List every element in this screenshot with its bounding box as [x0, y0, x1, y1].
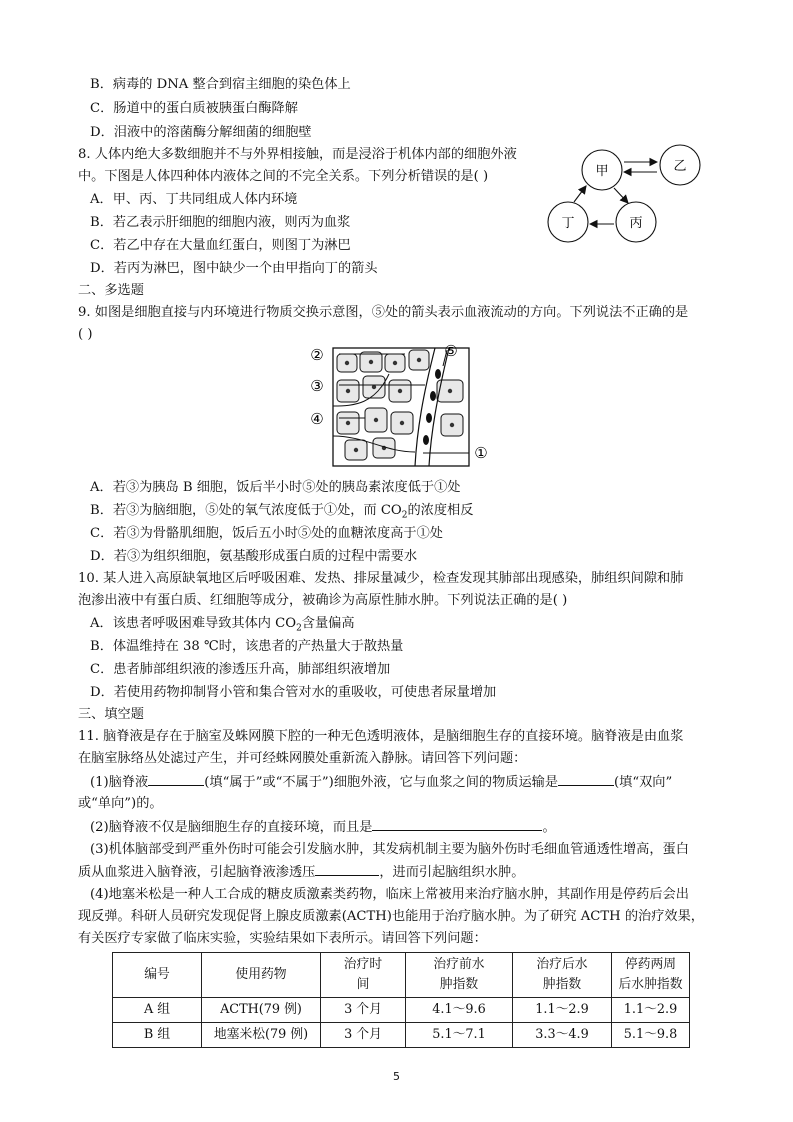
q8-fluid-relation-diagram: [540, 140, 715, 250]
q8-option-c: C．若乙中存在大量血红蛋白，则图丁为淋巴: [90, 238, 351, 253]
node-bing: 丙: [629, 216, 643, 231]
table-row: [113, 1023, 690, 1048]
q10-stem-line2: 泡渗出液中有蛋白质、红细胞等成分，被确诊为高原性肺水肿。下列说法正确的是( ): [78, 593, 568, 608]
answer-blank-3[interactable]: [372, 817, 542, 831]
q11-stem-line1: 11. 脑脊液是存在于脑室及蛛网膜下腔的一种无色透明液体，是脑细胞生存的直接环境。脑脊液是由血浆: [78, 729, 684, 744]
q11-part4-line3: 有关医疗专家做了临床实验，实验结果如下表所示。请回答下列问题：: [78, 931, 487, 946]
page-number: 5: [393, 1070, 400, 1083]
q11-part3-line1: (3)机体脑部受到严重外伤时可能会引发脑水肿，其发病机制主要为脑外伤时毛细血管通透性增高，蛋白: [90, 842, 689, 857]
q10-option-b: B．体温维持在 38 ℃时，该患者的产热量大于散热量: [90, 639, 404, 654]
node-ding: 丁: [561, 216, 575, 231]
q8-option-d: D．若丙为淋巴，图中缺少一个由甲指向丁的箭头: [90, 261, 378, 276]
th-before: 治疗前水 肿指数: [406, 953, 513, 998]
cell: 3 个月: [321, 998, 406, 1023]
q8-stem-line2: 中。下图是人体四种体内液体之间的不完全关系。下列分析错误的是( ): [78, 169, 489, 184]
label-2: ②: [310, 346, 324, 364]
q11-part1-line1: (1)脑脊液 (填“属于”或“不属于”)细胞外液，它与血浆之间的物质运输是 (填“双向”: [90, 772, 672, 793]
th-drug: 使用药物: [202, 953, 321, 998]
section-fill-in: 三、填空题: [78, 707, 144, 722]
q7-option-c: C．肠道中的蛋白质被胰蛋白酶降解: [90, 101, 298, 116]
q9-option-a: A．若③为胰岛 B 细胞，饭后半小时⑤处的胰岛素浓度低于①处: [90, 480, 461, 495]
cell: 4.1～9.6: [406, 998, 513, 1023]
q8-stem-line1: 8. 人体内绝大多数细胞并不与外界相接触，而是浸浴于机体内部的细胞外液: [78, 147, 517, 162]
cell: A 组: [113, 998, 202, 1023]
q7-option-d: D．泪液中的溶菌酶分解细菌的细胞壁: [90, 125, 312, 140]
section-multi-choice: 二、多选题: [78, 283, 144, 298]
cell: 1.1～2.9: [513, 998, 612, 1023]
label-5: ⑤: [444, 342, 458, 360]
cell: 5.1～9.8: [612, 1023, 690, 1048]
q10-option-a: A．该患者呼吸困难导致其体内 $CO_2$含量偏高: [90, 616, 355, 634]
answer-blank-4[interactable]: [315, 862, 379, 876]
q9-option-c: C．若③为骨骼肌细胞，饭后五小时⑤处的血糖浓度高于①处: [90, 526, 443, 541]
q8-option-a: A．甲、丙、丁共同组成人体内环境: [90, 192, 298, 207]
q11-part3-line2: 质从血浆进入脑脊液，引起脑脊液渗透压 ，进而引起脑组织水肿。: [78, 862, 524, 883]
q9-tissue-exchange-diagram: [305, 340, 495, 472]
label-4: ④: [310, 410, 324, 428]
q7-option-b: B．病毒的 DNA 整合到宿主细胞的染色体上: [90, 77, 351, 92]
answer-blank-1[interactable]: [148, 772, 204, 786]
q11-part1-line2: 或“单向”)的。: [78, 796, 163, 811]
q10-option-d: D．若使用药物抑制肾小管和集合管对水的重吸收，可使患者尿量增加: [90, 685, 497, 700]
q10-stem-line1: 10. 某人进入高原缺氧地区后呼吸困难、发热、排尿量减少，检查发现其肺部出现感染，肺组织间隙和肺: [78, 571, 684, 586]
q9-option-b: B．若③为脑细胞，⑤处的氧气浓度低于①处，而 $CO_2$的浓度相反: [90, 503, 474, 521]
q8-option-b: B．若乙表示肝细胞的细胞内液，则丙为血浆: [90, 215, 351, 230]
q11-part2: (2)脑脊液不仅是脑细胞生存的直接环境，而且是 。: [90, 817, 556, 838]
q11-stem-line2: 在脑室脉络丛处滤过产生，并可经蛛网膜处重新流入静脉。请回答下列问题：: [78, 751, 527, 766]
cell: 1.1～2.9: [612, 998, 690, 1023]
cell: 地塞米松(79 例): [202, 1023, 321, 1048]
q9-stem-line1: 9. 如图是细胞直接与内环境进行物质交换示意图，⑤处的箭头表示血液流动的方向。下列说法不正确的是: [78, 305, 689, 320]
results-table: [112, 952, 690, 1048]
q10-option-c: C．患者肺部组织液的渗透压升高，肺部组织液增加: [90, 662, 391, 677]
node-yi: 乙: [673, 159, 687, 174]
th-after: 治疗后水 肿指数: [513, 953, 612, 998]
node-jia: 甲: [595, 164, 609, 179]
cell: 5.1～7.1: [406, 1023, 513, 1048]
label-1: ①: [474, 444, 488, 462]
cell: ACTH(79 例): [202, 998, 321, 1023]
q9-option-d: D．若③为组织细胞，氨基酸形成蛋白质的过程中需要水: [90, 549, 418, 564]
q11-part4-line1: (4)地塞米松是一种人工合成的糖皮质激素类药物，临床上常被用来治疗脑水肿，其副作用是停药后会出: [90, 887, 689, 902]
answer-blank-2[interactable]: [558, 772, 614, 786]
th-two-weeks: 停药两周 后水肿指数: [612, 953, 690, 998]
cell: 3 个月: [321, 1023, 406, 1048]
cell: B 组: [113, 1023, 202, 1048]
q11-part4-line2: 现反弹。科研人员研究发现促肾上腺皮质激素(ACTH)也能用于治疗脑水肿。为了研究 ACTH 的治疗效果，: [78, 909, 704, 924]
table-row: [113, 998, 690, 1023]
th-group: 编号: [113, 953, 202, 998]
label-3: ③: [310, 377, 324, 395]
th-duration: 治疗时 间: [321, 953, 406, 998]
cell: 3.3～4.9: [513, 1023, 612, 1048]
q9-stem-line2: ( ): [78, 327, 93, 342]
table-header-row: [113, 953, 690, 998]
